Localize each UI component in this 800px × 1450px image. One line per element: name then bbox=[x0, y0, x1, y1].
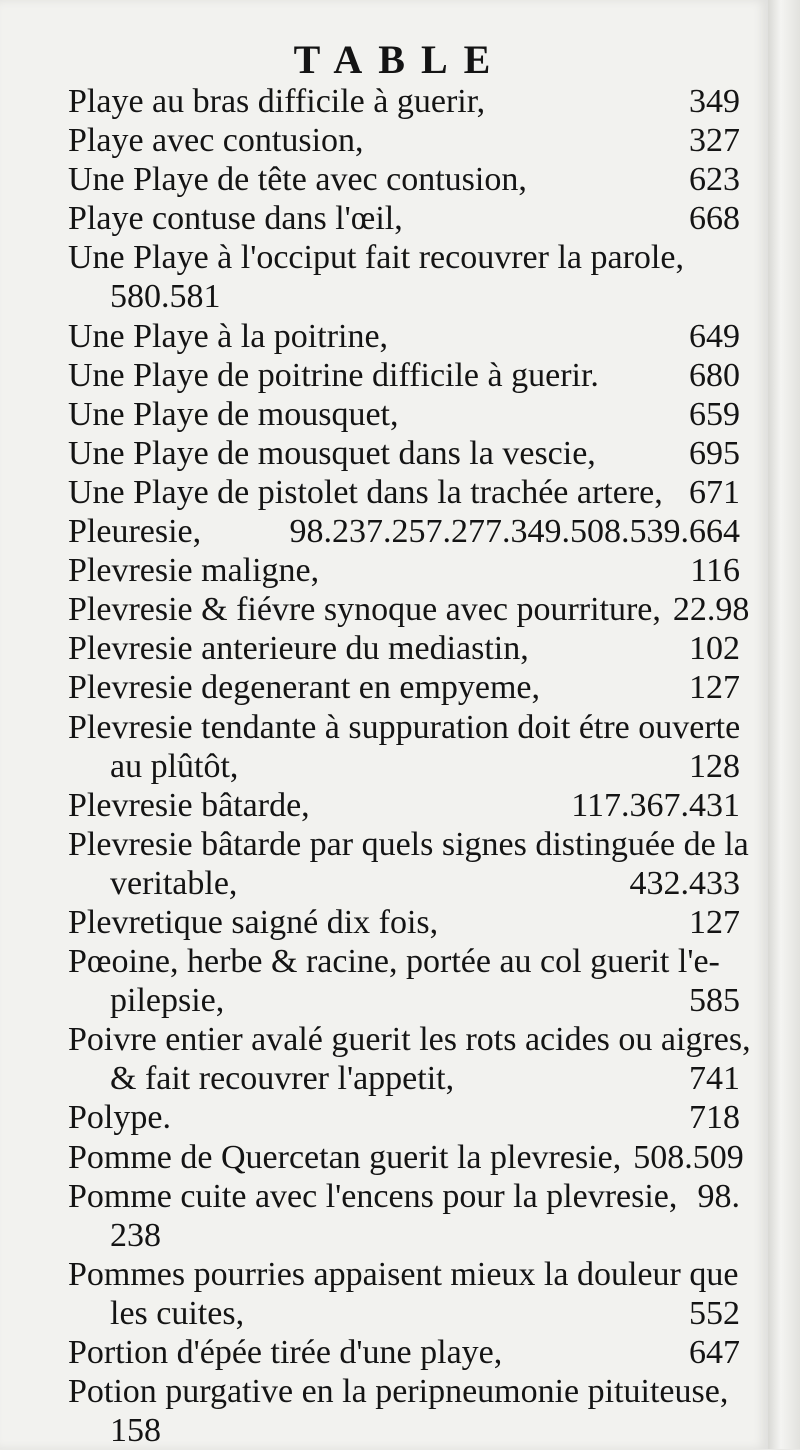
entry-page: 327 bbox=[689, 122, 740, 160]
index-entry bbox=[68, 668, 740, 707]
entry-page: 116 bbox=[690, 552, 740, 590]
entry-page: 98.237.257.277.349.508.539.664 bbox=[289, 513, 740, 551]
index-entry bbox=[68, 825, 749, 903]
index-entry bbox=[68, 160, 740, 199]
entry-text: Playe au bras difficile à guerir, bbox=[68, 83, 486, 120]
index-entry bbox=[68, 708, 740, 786]
entry-page: 671 bbox=[689, 473, 740, 511]
index-entry bbox=[68, 434, 740, 473]
entry-text: Une Playe de tête avec contusion, bbox=[68, 161, 527, 199]
entry-continuation: pilepsie, bbox=[110, 982, 225, 1020]
entry-page: 349 bbox=[689, 83, 740, 120]
entry-page: 508.509 bbox=[633, 1138, 744, 1176]
entry-continuation: 158 bbox=[110, 1412, 161, 1450]
entry-page: 680 bbox=[689, 356, 740, 394]
entry-page: 127 bbox=[689, 903, 740, 941]
entry-page: 127 bbox=[689, 669, 740, 707]
entry-text: Pomme cuite avec l'encens pour la plevresie, bbox=[68, 1177, 678, 1215]
index-entry bbox=[68, 199, 740, 238]
index-entry bbox=[68, 590, 750, 629]
entry-text: Polype. bbox=[68, 1099, 171, 1137]
index-entry bbox=[68, 786, 740, 825]
entry-text: Playe avec contusion, bbox=[68, 122, 364, 160]
entry-text: Plevresie & fiévre synoque avec pourriture, bbox=[68, 591, 661, 629]
entry-page: 659 bbox=[689, 395, 740, 433]
index-entry bbox=[68, 942, 740, 1020]
entry-text: Plevresie degenerant en empyeme, bbox=[68, 669, 541, 707]
entry-page: 128 bbox=[689, 747, 740, 785]
entry-text: Plevresie tendante à suppuration doit étre ouverte bbox=[68, 708, 741, 746]
entry-page: 585 bbox=[689, 982, 740, 1020]
entry-page: 695 bbox=[689, 434, 740, 472]
entry-text: Plevresie maligne, bbox=[68, 552, 320, 590]
page-edge bbox=[768, 0, 800, 1449]
index-entry bbox=[68, 1333, 740, 1372]
index-entry bbox=[68, 473, 740, 512]
entry-page: 623 bbox=[689, 161, 740, 199]
entry-text: Pleuresie, bbox=[68, 513, 202, 551]
entry-page: 668 bbox=[689, 200, 740, 238]
page-title: TABLE bbox=[293, 37, 507, 82]
index-entry bbox=[68, 1098, 740, 1137]
index-entry bbox=[68, 356, 740, 395]
index-entry bbox=[68, 238, 740, 316]
index-entry bbox=[68, 629, 740, 668]
index-entry bbox=[68, 1177, 740, 1255]
entry-text: Poivre entier avalé guerit les rots acides ou aigres, bbox=[68, 1021, 751, 1059]
entry-continuation: les cuites, bbox=[110, 1294, 245, 1332]
entry-text: Une Playe de mousquet dans la vescie, bbox=[68, 434, 596, 472]
entry-text: Une Playe de pistolet dans la trachée artere, bbox=[68, 473, 663, 511]
entry-page: 98. bbox=[697, 1177, 740, 1215]
entry-text: Pœoine, herbe & racine, portée au col guerit l'e- bbox=[68, 943, 720, 981]
entry-text: Plevresie anterieure du mediastin, bbox=[68, 630, 529, 668]
entry-page: 718 bbox=[689, 1099, 740, 1137]
entry-text: Potion purgative en la peripneumonie pituiteuse, bbox=[68, 1373, 729, 1411]
entry-text: Plevretique saigné dix fois, bbox=[68, 903, 439, 941]
entry-continuation: veritable, bbox=[110, 864, 238, 902]
index-list bbox=[68, 82, 751, 1450]
entry-page: 647 bbox=[689, 1334, 740, 1371]
index-entry bbox=[68, 395, 740, 434]
entry-page: 432.433 bbox=[629, 864, 740, 902]
index-entry bbox=[68, 1255, 740, 1333]
index-entry bbox=[68, 551, 740, 590]
entry-text: Une Playe de mousquet, bbox=[68, 395, 399, 433]
index-entry bbox=[68, 512, 740, 551]
index-entry bbox=[68, 82, 740, 121]
entry-text: Plevresie bâtarde, bbox=[68, 786, 310, 824]
index-entry bbox=[68, 1020, 751, 1098]
entry-text: Pomme de Quercetan guerit la plevresie, bbox=[68, 1138, 622, 1176]
entry-text: Une Playe à l'occiput fait recouvrer la parole, bbox=[68, 239, 684, 277]
entry-page: 741 bbox=[689, 1060, 740, 1098]
index-entry bbox=[68, 1138, 744, 1177]
entry-continuation: & fait recouvrer l'appetit, bbox=[110, 1060, 455, 1098]
entry-page: 102 bbox=[689, 630, 740, 668]
entry-text: Une Playe à la poitrine, bbox=[68, 317, 389, 355]
entry-continuation: 238 bbox=[110, 1216, 161, 1254]
index-entry bbox=[68, 121, 740, 160]
entry-page: 649 bbox=[689, 317, 740, 355]
entry-text: Playe contuse dans l'œil, bbox=[68, 200, 403, 238]
index-entry bbox=[68, 1372, 740, 1450]
index-entry bbox=[68, 317, 740, 356]
entry-continuation: 580.581 bbox=[110, 278, 221, 316]
entry-page: 552 bbox=[689, 1294, 740, 1332]
entry-text: Une Playe de poitrine difficile à guerir. bbox=[68, 356, 599, 394]
index-entry bbox=[68, 903, 740, 942]
entry-continuation: au plûtôt, bbox=[110, 747, 239, 785]
entry-text: Pommes pourries appaisent mieux la douleur que bbox=[68, 1255, 739, 1293]
entry-text: Portion d'épée tirée d'une playe, bbox=[68, 1334, 503, 1371]
entry-page: 22.98 bbox=[672, 591, 750, 629]
entry-page: 117.367.431 bbox=[571, 786, 740, 824]
entry-text: Plevresie bâtarde par quels signes distinguée de la bbox=[68, 825, 749, 863]
